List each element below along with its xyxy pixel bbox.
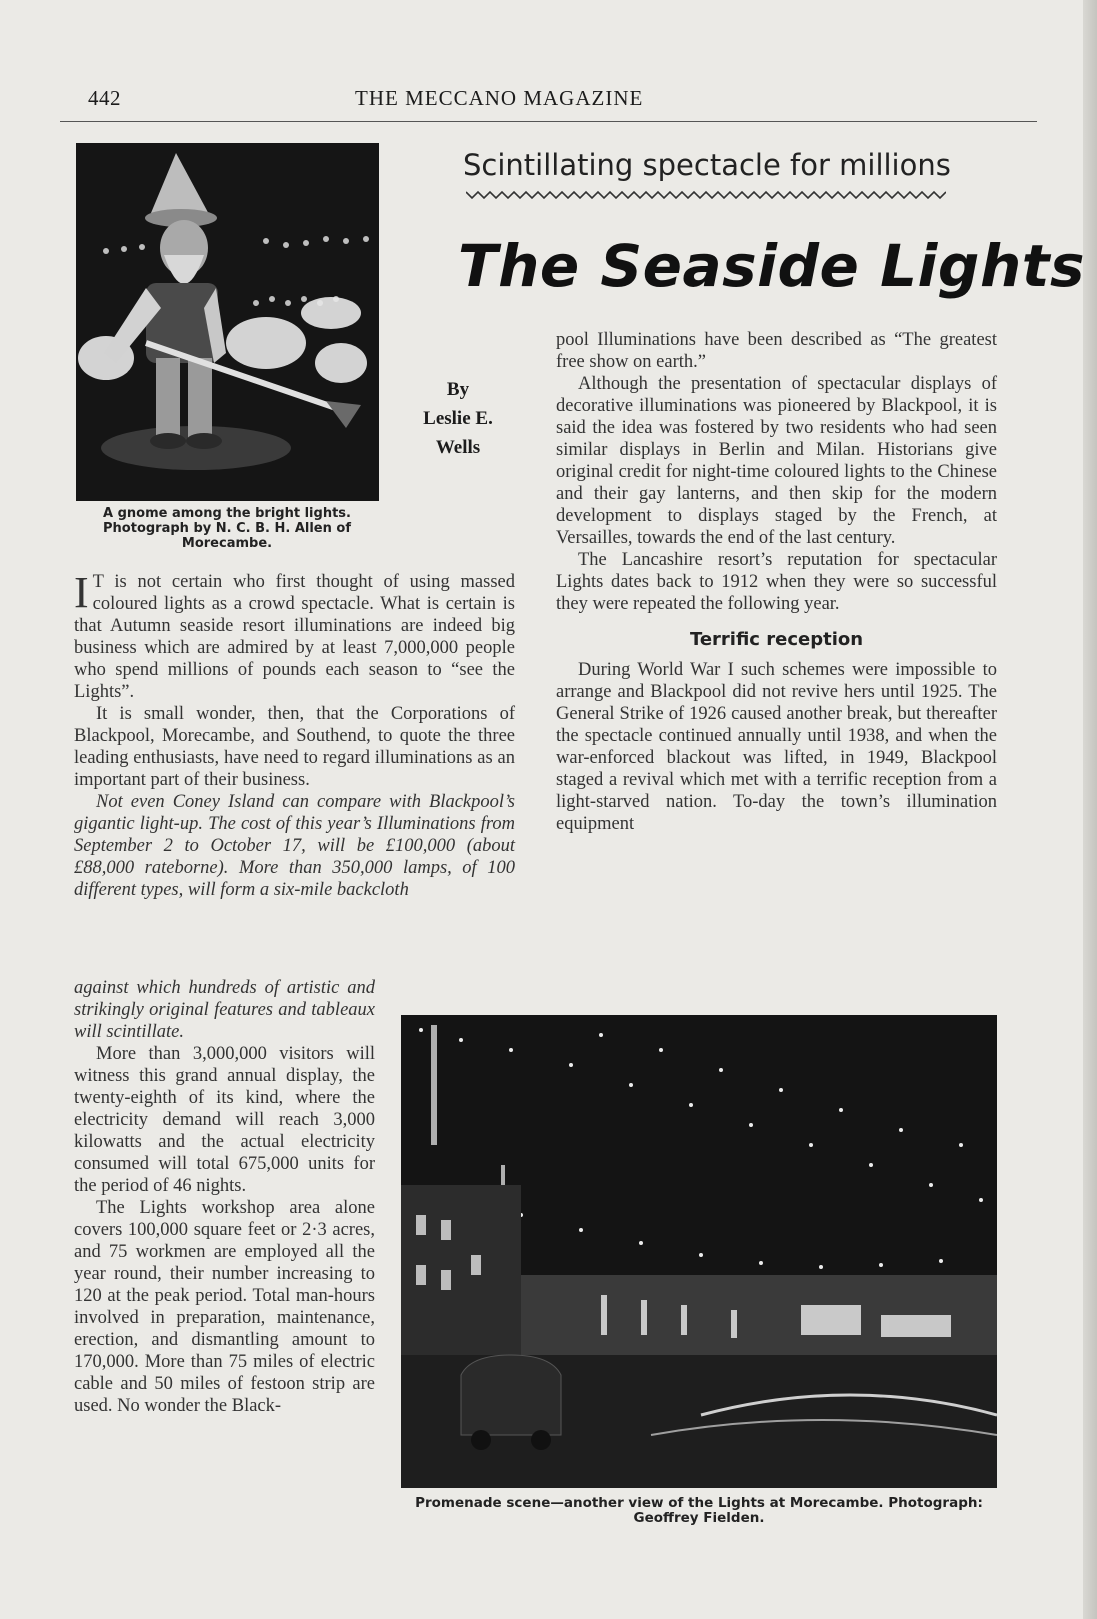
running-title: THE MECCANO MAGAZINE bbox=[355, 86, 644, 110]
promenade-photo-caption: Promenade scene—another view of the Lights at Morecambe. Photograph: Geoffrey Fielden. bbox=[415, 1495, 983, 1526]
paragraph-text: T is not certain who first thought of using massed coloured lights as a crowd spectacle. What is certain is that Autumn seaside resort illuminations are indeed big business which are admired by at least 7,000,000 people who spend millions of pounds each season to “see the Lights”. bbox=[74, 572, 515, 702]
paragraph-italic: against which hundreds of artistic and strikingly original features and tableaux will scintillate. bbox=[74, 978, 375, 1042]
body-column-left-upper bbox=[74, 568, 515, 901]
paragraph bbox=[74, 568, 515, 703]
byline-first: Leslie E. bbox=[423, 408, 493, 429]
page-edge-shadow bbox=[1083, 0, 1097, 1619]
byline-last: Wells bbox=[435, 437, 481, 458]
page-number: 442 bbox=[88, 86, 121, 110]
paragraph: The Lights workshop area alone covers 100,000 square feet or 2·3 acres, and 75 workmen are employed all the year round, their number increasing to 120 at the peak period. Total man-hours involved in preparation, maintenance, erection, and dismantling amount to 170,000. More than 75 miles of electric cable and 50 miles of festoon strip are used. No wonder the Black- bbox=[74, 1198, 375, 1416]
header-rule bbox=[60, 121, 1037, 122]
article-title: The Seaside Lights bbox=[458, 232, 1085, 300]
paragraph-italic: Not even Coney Island can compare with Blackpool’s gigantic light-up. The cost of this year’s Illuminations from September 2 to October 17, will be £100,000 (about £88,000 rateborne). More than 350,000 lamps, of 100 different types, will form a six-mile backcloth bbox=[74, 792, 515, 900]
body-column-left-lower bbox=[74, 977, 375, 1417]
promenade-photo bbox=[401, 1015, 997, 1488]
paragraph: More than 3,000,000 visitors will witness this grand annual display, the twenty-eighth of its kind, where the electricity demand will reach 3,000 kilowatts and the actual electricity consumed will total 675,000 units for the period of 46 nights. bbox=[74, 1044, 375, 1196]
paragraph: During World War I such schemes were impossible to arrange and Blackpool did not revive hers until 1925. The General Strike of 1926 caused another break, but thereafter the spectacle continued annually until 1938, and when the war-enforced blackout was lifted, in 1949, Blackpool staged a revival which met with a terrific reception from a light-starved nation. To-day the town’s illumination equipment bbox=[556, 660, 997, 834]
paragraph: pool Illuminations have been described as “The greatest free show on earth.” bbox=[556, 330, 997, 372]
byline bbox=[408, 375, 508, 462]
gnome-photo-caption: A gnome among the bright lights. Photograph by N. C. B. H. Allen of Morecambe. bbox=[103, 506, 351, 551]
paragraph: It is small wonder, then, that the Corporations of Blackpool, Morecambe, and Southend, to quote the three leading enthusiasts, have need to regard illuminations as an important part of their business. bbox=[74, 704, 515, 790]
paragraph: The Lancashire resort’s reputation for spectacular Lights dates back to 1912 when they were so successful they were repeated the following year. bbox=[556, 550, 997, 614]
gnome-photo bbox=[76, 143, 379, 501]
body-column-right bbox=[556, 329, 997, 835]
decorative-squiggle bbox=[466, 188, 946, 202]
article-kicker: Scintillating spectacle for millions bbox=[463, 148, 951, 182]
byline-by: By bbox=[446, 379, 470, 400]
drop-cap: I bbox=[74, 568, 89, 617]
paragraph: Although the presentation of spectacular displays of decorative illuminations was pioneered by Blackpool, it is said the idea was fostered by two residents who had seen similar displays in Berlin and Milan. Historians give original credit for night-time coloured lights to the Chinese and their gay lanterns, and then skip for the modern development to displays staged by the French, at Versailles, towards the end of the last century. bbox=[556, 374, 997, 548]
subheading: Terrific reception bbox=[689, 629, 864, 650]
